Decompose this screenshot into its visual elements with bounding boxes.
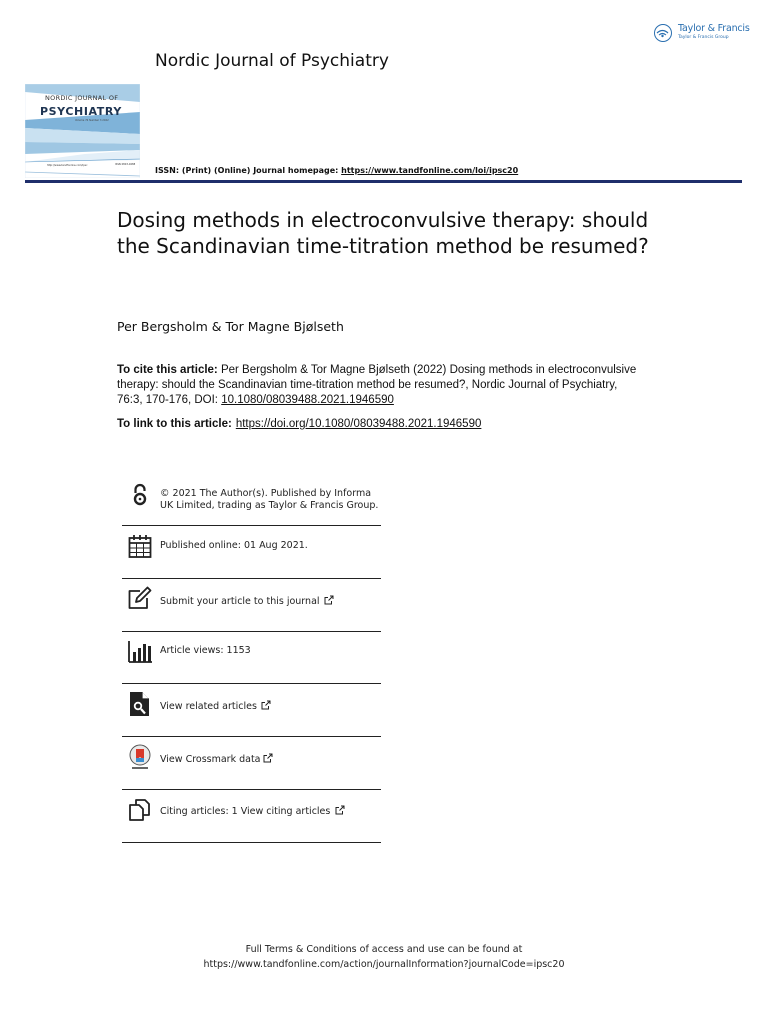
terms-footer-link[interactable]: https://www.tandfonline.com/action/journalInformation?journalCode=ipsc20 xyxy=(203,959,565,970)
journal-name: Nordic Journal of Psychiatry xyxy=(155,51,389,71)
publisher-subtitle: Taylor & Francis Group xyxy=(678,35,729,40)
published-date-text: Published online: 01 Aug 2021. xyxy=(160,540,308,551)
citing-articles-link[interactable]: Citing articles: 1 View citing articles xyxy=(160,805,385,818)
row-divider xyxy=(122,683,381,684)
open-access-icon xyxy=(127,482,153,508)
citing-articles-icon xyxy=(127,797,153,823)
taylor-francis-logo-icon xyxy=(654,24,672,42)
journal-homepage-link[interactable]: https://www.tandfonline.com/loi/ipsc20 xyxy=(341,166,519,175)
submit-article-link[interactable]: Submit your article to this journal xyxy=(160,595,385,608)
link-label: To link to this article: xyxy=(117,418,232,430)
publisher-name: Taylor & Francis xyxy=(678,23,750,34)
row-divider xyxy=(122,736,381,737)
external-link-icon xyxy=(335,805,345,815)
license-text: © 2021 The Author(s). Published by Informa UK Limited, trading as Taylor & Francis Group. xyxy=(160,488,379,511)
external-link-icon xyxy=(261,700,271,710)
article-link-block xyxy=(117,418,481,430)
row-divider xyxy=(122,789,381,790)
row-divider xyxy=(122,578,381,579)
article-authors: Per Bergsholm & Tor Magne Bjølseth xyxy=(117,319,344,334)
row-divider xyxy=(122,631,381,632)
cover-title-line1: NORDIC JOURNAL OF xyxy=(45,94,119,102)
journal-cover-image[interactable] xyxy=(25,84,140,178)
cover-footer-right: ISSN 0803-9488 xyxy=(115,163,136,166)
bar-chart-icon xyxy=(127,638,153,664)
cite-doi-link[interactable]: 10.1080/08039488.2021.1946590 xyxy=(221,394,394,406)
search-document-icon xyxy=(127,691,153,717)
terms-footer xyxy=(0,942,768,972)
external-link-icon xyxy=(263,753,273,763)
crossmark-link[interactable]: View Crossmark data xyxy=(160,753,385,766)
row-divider xyxy=(122,525,381,526)
issn-label: ISSN: (Print) (Online) Journal homepage: xyxy=(155,166,342,175)
terms-footer-line1: Full Terms & Conditions of access and use can be found at xyxy=(245,944,523,955)
citation-block xyxy=(117,363,637,408)
cover-footer-left: http://www.tandfonline.com/ipsc xyxy=(47,164,88,167)
header-divider xyxy=(25,180,742,183)
cover-volume: Volume 76 Number 3 2022 xyxy=(75,119,109,122)
related-articles-link[interactable]: View related articles xyxy=(160,700,385,713)
article-doi-link[interactable]: https://doi.org/10.1080/08039488.2021.1946590 xyxy=(235,418,482,430)
edit-icon xyxy=(127,585,153,611)
cover-title-line2: PSYCHIATRY xyxy=(40,105,122,118)
calendar-icon xyxy=(127,533,153,559)
article-title: Dosing methods in electroconvulsive therapy: should the Scandinavian time-titration method be resumed? xyxy=(117,208,649,258)
crossmark-icon xyxy=(127,744,153,770)
external-link-icon xyxy=(324,595,334,605)
issn-line xyxy=(155,166,518,175)
publisher-logo[interactable] xyxy=(654,22,754,48)
row-divider xyxy=(122,842,381,843)
cite-label: To cite this article: xyxy=(117,364,218,376)
article-views-text: Article views: 1153 xyxy=(160,645,251,656)
cite-text: Per Bergsholm & Tor Magne Bjølseth (2022) Dosing methods in electroconvulsive therapy: should the Scandinavian time-titration method be resumed?, Nordic Journal of Psychiatry, 76:3, 170-176, DOI: xyxy=(117,364,637,406)
